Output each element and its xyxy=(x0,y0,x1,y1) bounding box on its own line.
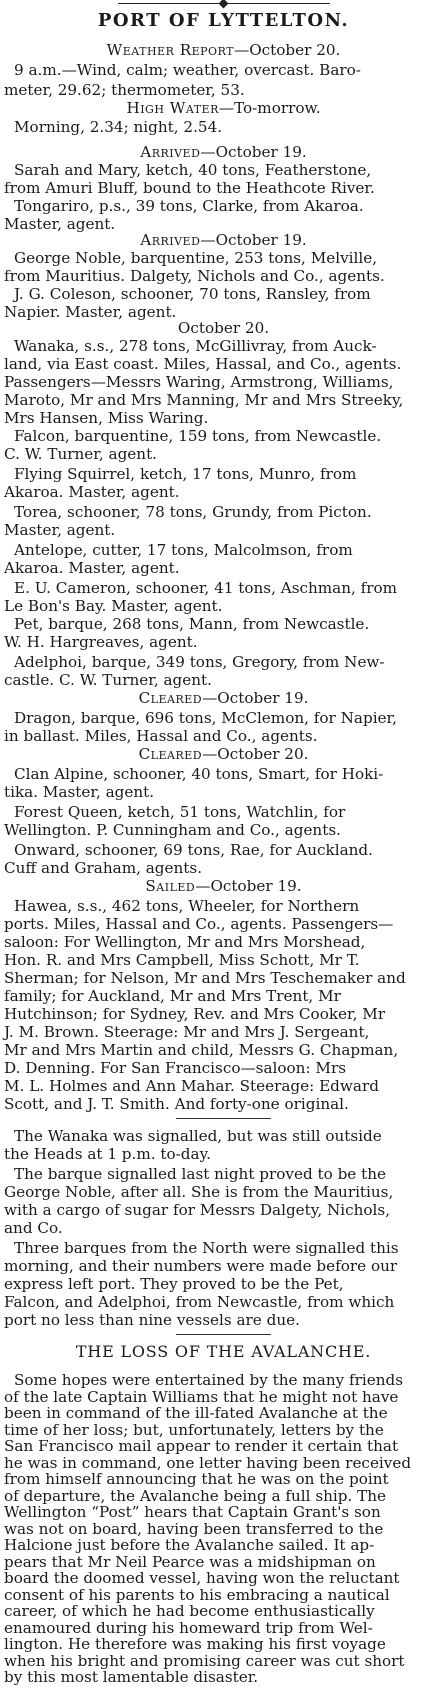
shipping-line: D. Denning. For San Francisco—saloon: Mrs xyxy=(4,1059,346,1077)
shipping-line: ports. Miles, Hassal and Co., agents. Passengers— xyxy=(4,915,394,933)
shipping-line: Torea, schooner, 78 tons, Grundy, from Picton. xyxy=(14,503,372,521)
news-line: George Noble, after all. She is from the Mauritius, xyxy=(4,1183,394,1201)
shipping-line: George Noble, barquentine, 253 tons, Melville, xyxy=(14,249,378,267)
cleared-heading xyxy=(0,744,447,764)
article-line: board the doomed vessel, having won the reluctant xyxy=(4,1569,400,1587)
shipping-line: land, via East coast. Miles, Hassal, and Co., agents. xyxy=(4,355,402,373)
shipping-line: Mr and Mrs Martin and child, Messrs G. Chapman, xyxy=(4,1041,399,1059)
news-line: Falcon, and Adelphoi, from Newcastle, from which xyxy=(4,1293,395,1311)
shipping-line: Wellington. P. Cunningham and Co., agents. xyxy=(4,821,341,839)
article-line: consent of his parents to his embracing a nautical xyxy=(4,1586,390,1604)
shipping-line: Napier. Master, agent. xyxy=(4,303,177,321)
shipping-line: castle. C. W. Turner, agent. xyxy=(4,671,212,689)
shipping-line: J. G. Coleson, schooner, 70 tons, Ransley, from xyxy=(14,285,371,303)
shipping-line: Adelphoi, barque, 349 tons, Gregory, from New- xyxy=(14,653,385,671)
arrived-date: —October 19. xyxy=(200,231,307,249)
news-line: with a cargo of sugar for Messrs Dalgety, Nichols, xyxy=(4,1201,391,1219)
shipping-line: from Amuri Bluff, bound to the Heathcote River. xyxy=(4,179,375,197)
high-water-line: Morning, 2.34; night, 2.54. xyxy=(14,118,223,136)
article-line: of the late Captain Williams that he might not have xyxy=(4,1388,399,1406)
shipping-line: in ballast. Miles, Hassal and Co., agents. xyxy=(4,727,318,745)
shipping-line: Sherman; for Nelson, Mr and Mrs Teschemaker and xyxy=(4,969,406,987)
high-water-suffix: —To-morrow. xyxy=(218,99,321,117)
shipping-line: E. U. Cameron, schooner, 41 tons, Aschman, from xyxy=(14,579,398,597)
shipping-line: J. M. Brown. Steerage: Mr and Mrs J. Sergeant, xyxy=(4,1023,370,1041)
article-line: of departure, the Avalanche being a full ship. The xyxy=(4,1487,387,1505)
article-line: was not on board, having been transferred to the xyxy=(4,1520,384,1538)
weather-line: 9 a.m.—Wind, calm; weather, overcast. Baro- xyxy=(14,61,361,79)
high-water-label: High Water xyxy=(126,99,219,117)
shipping-line: Onward, schooner, 69 tons, Rae, for Auckland. xyxy=(14,841,373,859)
cleared-date: —October 20. xyxy=(202,745,309,763)
news-line: morning, and their numbers were made before our xyxy=(4,1257,398,1275)
article-line: from himself announcing that he was on the point xyxy=(4,1470,389,1488)
shipping-line: W. H. Hargreaves, agent. xyxy=(4,633,198,651)
news-line: the Heads at 1 p.m. to-day. xyxy=(4,1145,211,1163)
arrived-date: —October 19. xyxy=(200,143,307,161)
shipping-line: from Mauritius. Dalgety, Nichols and Co., agents. xyxy=(4,267,385,285)
date-subheading: October 20. xyxy=(177,319,270,337)
news-line: express left port. They proved to be the Pet, xyxy=(4,1275,344,1293)
sailed-label: Sailed xyxy=(145,877,196,895)
shipping-line: Falcon, barquentine, 159 tons, from Newcastle. xyxy=(14,427,382,445)
article-line: career, of which he had become enthusiastically xyxy=(4,1602,375,1620)
shipping-line: Pet, barque, 268 tons, Mann, from Newcastle. xyxy=(14,615,370,633)
shipping-line: Hon. R. and Mrs Campbell, Miss Schott, Mr T. xyxy=(4,951,360,969)
shipping-line: Clan Alpine, schooner, 40 tons, Smart, for Hoki- xyxy=(14,765,384,783)
news-line: The barque signalled last night proved to be the xyxy=(14,1165,386,1183)
shipping-line: saloon: For Wellington, Mr and Mrs Morshead, xyxy=(4,933,366,951)
article-line: been in command of the ill-fated Avalanche at the xyxy=(4,1404,388,1422)
shipping-line: Maroto, Mr and Mrs Manning, Mr and Mrs Streeky, xyxy=(4,391,404,409)
avalanche-heading: THE LOSS OF THE AVALANCHE. xyxy=(75,1342,372,1361)
article-line: Halcione just before the Avalanche sailed. It ap- xyxy=(4,1536,375,1554)
article-line: he was in command, one letter having been received xyxy=(4,1454,412,1472)
port-heading: PORT OF LYTTELTON. xyxy=(97,10,350,31)
shipping-line: Mrs Hansen, Miss Waring. xyxy=(4,409,209,427)
shipping-line: Scott, and J. T. Smith. And forty-one original. xyxy=(4,1095,349,1113)
weather-line: meter, 29.62; thermometer, 53. xyxy=(4,81,245,99)
high-water-heading xyxy=(0,98,447,118)
article-line: when his bright and promising career was cut short xyxy=(4,1652,405,1670)
article-line: time of her loss; but, unfortunately, letters by the xyxy=(4,1421,384,1439)
article-line: enamoured during his homeward trip from Wel- xyxy=(4,1619,373,1637)
shipping-line: Flying Squirrel, ketch, 17 tons, Munro, from xyxy=(14,465,357,483)
article-line: by this most lamentable disaster. xyxy=(4,1668,259,1686)
shipping-line: Master, agent. xyxy=(4,521,116,539)
shipping-line: Hutchinson; for Sydney, Rev. and Mrs Cooker, Mr xyxy=(4,1005,386,1023)
news-line: port no less than nine vessels are due. xyxy=(4,1311,300,1329)
arrived-label: Arrived xyxy=(140,143,201,161)
sailed-heading xyxy=(0,876,447,896)
shipping-line: Akaroa. Master, agent. xyxy=(4,483,180,501)
cleared-label: Cleared xyxy=(138,689,203,707)
shipping-line: Akaroa. Master, agent. xyxy=(4,559,180,577)
shipping-line: Dragon, barque, 696 tons, McClemon, for Napier, xyxy=(14,709,397,727)
cleared-label: Cleared xyxy=(138,745,203,763)
top-ornament-rule xyxy=(118,0,330,8)
article-line: Wellington “Post” hears that Captain Grant's son xyxy=(4,1503,381,1521)
shipping-line: Wanaka, s.s., 278 tons, McGillivray, from Auck- xyxy=(14,337,377,355)
shipping-line: Tongariro, p.s., 39 tons, Clarke, from Akaroa. xyxy=(14,197,364,215)
shipping-line: Cuff and Graham, agents. xyxy=(4,859,203,877)
weather-report-label: Weather Report xyxy=(106,41,235,59)
news-line: The Wanaka was signalled, but was still outside xyxy=(14,1127,382,1145)
shipping-line: Passengers—Messrs Waring, Armstrong, Williams, xyxy=(4,373,394,391)
shipping-line: family; for Auckland, Mr and Mrs Trent, Mr xyxy=(4,987,341,1005)
weather-report-heading xyxy=(0,40,447,60)
news-line: and Co. xyxy=(4,1219,63,1237)
shipping-line: Master, agent. xyxy=(4,215,116,233)
article-line: Some hopes were entertained by the many friends xyxy=(14,1371,404,1389)
section-divider xyxy=(176,1118,271,1119)
shipping-line: Hawea, s.s., 462 tons, Wheeler, for Northern xyxy=(14,897,360,915)
arrived-heading xyxy=(0,230,447,250)
cleared-date: —October 19. xyxy=(202,689,309,707)
shipping-line: tika. Master, agent. xyxy=(4,783,155,801)
section-divider xyxy=(176,1334,271,1335)
shipping-line: M. L. Holmes and Ann Mahar. Steerage: Edward xyxy=(4,1077,379,1095)
arrived-label: Arrived xyxy=(140,231,201,249)
cleared-heading xyxy=(0,688,447,708)
shipping-line: C. W. Turner, agent. xyxy=(4,445,158,463)
article-line: lington. He therefore was making his first voyage xyxy=(4,1635,386,1653)
arrived-heading xyxy=(0,142,447,162)
article-line: San Francisco mail appear to render it certain that xyxy=(4,1437,399,1455)
shipping-line: Antelope, cutter, 17 tons, Malcolmson, from xyxy=(14,541,353,559)
shipping-line: Forest Queen, ketch, 51 tons, Watchlin, for xyxy=(14,803,346,821)
article-line: pears that Mr Neil Pearce was a midshipman on xyxy=(4,1553,376,1571)
weather-report-date: —October 20. xyxy=(234,41,341,59)
shipping-line: Sarah and Mary, ketch, 40 tons, Featherstone, xyxy=(14,161,372,179)
sailed-date: —October 19. xyxy=(195,877,302,895)
shipping-line: Le Bon's Bay. Master, agent. xyxy=(4,597,223,615)
news-line: Three barques from the North were signalled this xyxy=(14,1239,399,1257)
